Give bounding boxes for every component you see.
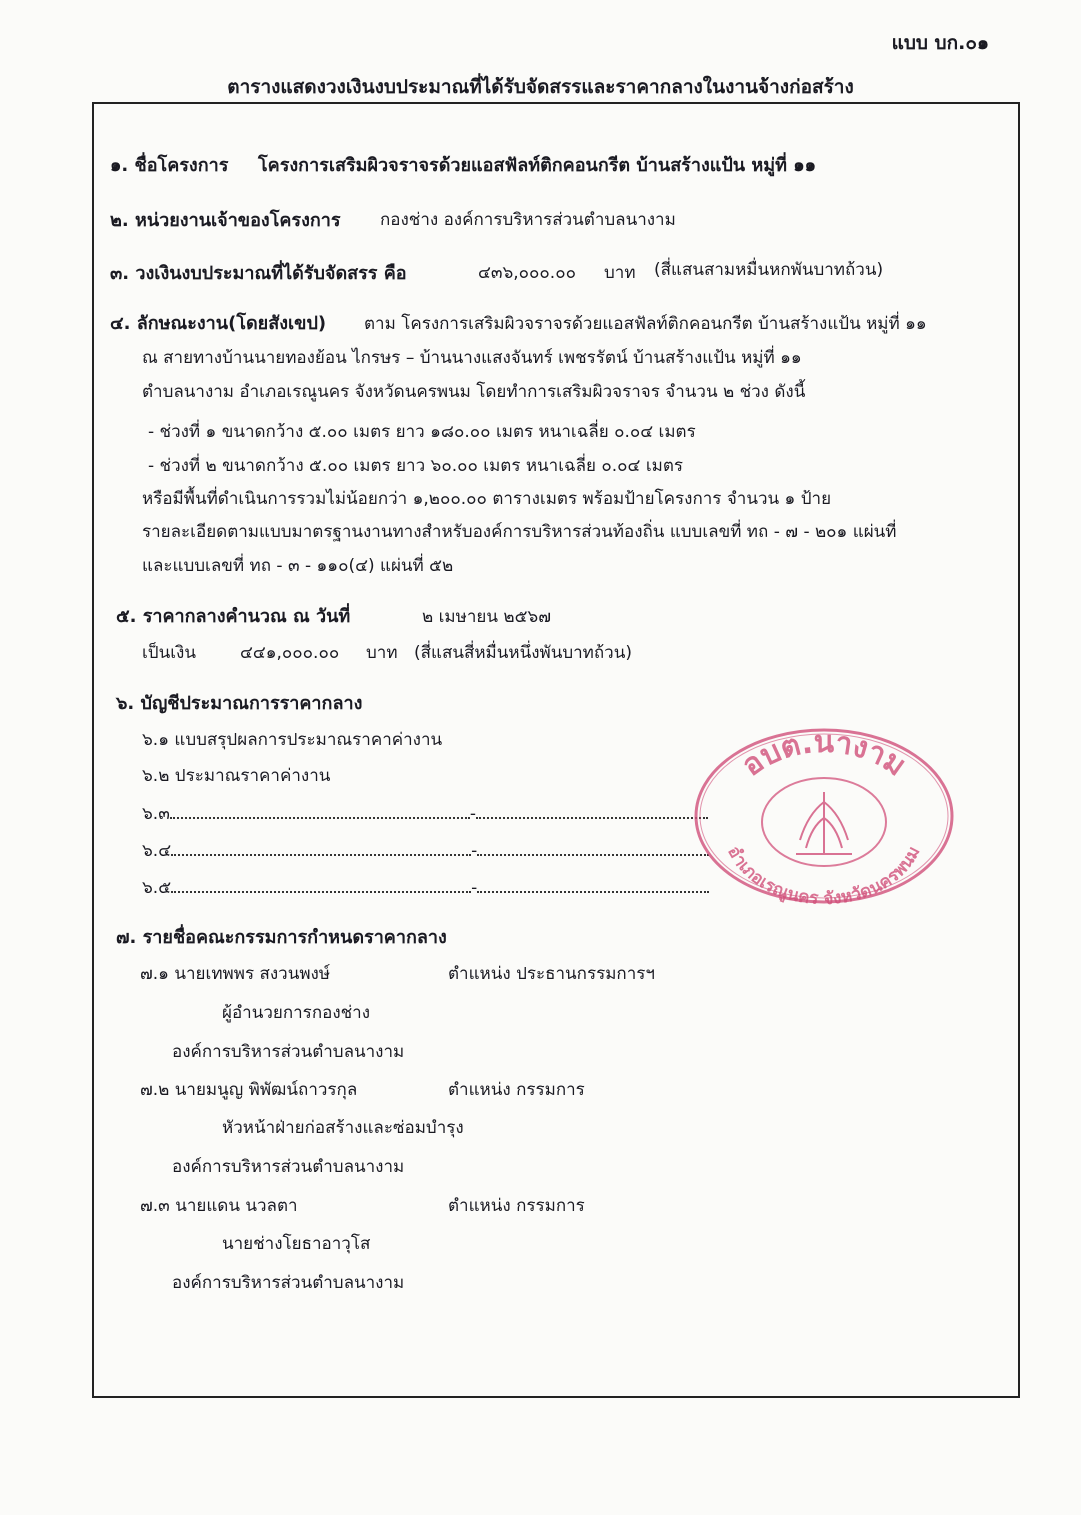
committee-member-title: ผู้อำนวยการกองช่าง bbox=[222, 1003, 371, 1023]
committee-member-title: หัวหน้าฝ่ายก่อสร้างและซ่อมบำรุง bbox=[222, 1118, 464, 1138]
scope-line: ตำบลนางาม อำเภอเรณูนคร จังหวัดนครพนม โดยทำการเสริมผิวจราจร จำนวน ๒ ช่วง ดังนี้ bbox=[142, 382, 806, 402]
estimate-item: ๖.๕ - bbox=[142, 874, 709, 901]
median-price-date: ๒ เมษายน ๒๕๖๗ bbox=[422, 607, 552, 627]
budget-unit: บาท bbox=[604, 263, 636, 283]
committee-member-name: ๗.๑ นายเทพพร สงวนพงษ์ bbox=[140, 964, 331, 984]
section7-label: ๗. รายชื่อคณะกรรมการกำหนดราคากลาง bbox=[116, 927, 447, 948]
committee-member-org: องค์การบริหารส่วนตำบลนางาม bbox=[172, 1042, 405, 1062]
section6-label: ๖. บัญชีประมาณการราคากลาง bbox=[116, 693, 363, 714]
estimate-item: ๖.๔ - bbox=[142, 837, 709, 864]
committee-member-org: องค์การบริหารส่วนตำบลนางาม bbox=[172, 1273, 405, 1293]
section1-label: ๑. ชื่อโครงการ bbox=[110, 155, 229, 176]
scope-line: - ช่วงที่ ๒ ขนาดกว้าง ๕.๐๐ เมตร ยาว ๖๐.๐๐ เมตร หนาเฉลี่ย ๐.๐๔ เมตร bbox=[148, 456, 684, 476]
scope-line: ตาม โครงการเสริมผิวจราจรด้วยแอสฟัลท์ติกคอนกรีต บ้านสร้างแป้น หมู่ที่ ๑๑ bbox=[364, 314, 927, 334]
page-title: ตารางแสดงวงเงินงบประมาณที่ได้รับจัดสรรและราคากลางในงานจ้างก่อสร้าง bbox=[227, 76, 854, 98]
section4-label: ๔. ลักษณะงาน(โดยสังเขป) bbox=[110, 313, 327, 334]
estimate-item: ๖.๑ แบบสรุปผลการประมาณราคาค่างาน bbox=[142, 730, 443, 750]
scope-line: รายละเอียดตามแบบมาตรฐานงานทางสำหรับองค์การบริหารส่วนท้องถิ่น แบบเลขที่ ทถ - ๗ - ๒๐๑ แผ่นที่ bbox=[142, 522, 897, 542]
committee-member-name: ๗.๓ นายแดน นวลตา bbox=[140, 1196, 298, 1216]
committee-member-position: ตำแหน่ง กรรมการ bbox=[448, 1196, 585, 1216]
section2-label: ๒. หน่วยงานเจ้าของโครงการ bbox=[110, 210, 341, 231]
median-price-amount: ๔๔๑,๐๐๐.๐๐ bbox=[240, 643, 340, 663]
section3-label: ๓. วงเงินงบประมาณที่ได้รับจัดสรร คือ bbox=[110, 263, 407, 284]
form-code: แบบ บก.๐๑ bbox=[891, 32, 989, 54]
estimate-item: ๖.๓ - bbox=[142, 800, 708, 827]
official-stamp bbox=[690, 722, 958, 910]
stamp-bottom-text: อำเภอเรณูนคร จังหวัดนครพนม bbox=[723, 842, 925, 910]
agency-name: กองช่าง องค์การบริหารส่วนตำบลนางาม bbox=[380, 210, 676, 230]
committee-member-position: ตำแหน่ง ประธานกรรมการฯ bbox=[448, 964, 655, 984]
estimate-item: ๖.๒ ประมาณราคาค่างาน bbox=[142, 766, 331, 786]
scope-line: และแบบเลขที่ ทถ - ๓ - ๑๑๐(๔) แผ่นที่ ๕๒ bbox=[142, 556, 454, 576]
rice-plant-icon bbox=[796, 792, 852, 854]
budget-amount: ๔๓๖,๐๐๐.๐๐ bbox=[478, 263, 576, 283]
scope-line: หรือมีพื้นที่ดำเนินการรวมไม่น้อยกว่า ๑,๒๐๐.๐๐ ตารางเมตร พร้อมป้ายโครงการ จำนวน ๑ ป้าย bbox=[142, 489, 832, 509]
median-price-unit: บาท bbox=[366, 643, 398, 663]
section5-label: ๕. ราคากลางคำนวณ ณ วันที่ bbox=[116, 606, 351, 627]
committee-member-name: ๗.๒ นายมนูญ พิพัฒน์ถาวรกุล bbox=[140, 1080, 358, 1100]
committee-member-position: ตำแหน่ง กรรมการ bbox=[448, 1080, 585, 1100]
budget-words: (สี่แสนสามหมื่นหกพันบาทถ้วน) bbox=[654, 260, 884, 280]
amount-label: เป็นเงิน bbox=[142, 643, 196, 663]
committee-member-org: องค์การบริหารส่วนตำบลนางาม bbox=[172, 1157, 405, 1177]
committee-member-title: นายช่างโยธาอาวุโส bbox=[222, 1234, 371, 1254]
project-name: โครงการเสริมผิวจราจรด้วยแอสฟัลท์ติกคอนกรีต บ้านสร้างแป้น หมู่ที่ ๑๑ bbox=[258, 155, 817, 176]
scope-line: ณ สายทางบ้านนายทองย้อน ไกรษร – บ้านนางแสงจันทร์ เพชรรัตน์ บ้านสร้างแป้น หมู่ที่ ๑๑ bbox=[142, 348, 802, 368]
median-price-words: (สี่แสนสี่หมื่นหนึ่งพันบาทถ้วน) bbox=[414, 643, 632, 663]
scope-line: - ช่วงที่ ๑ ขนาดกว้าง ๕.๐๐ เมตร ยาว ๑๘๐.๐๐ เมตร หนาเฉลี่ย ๐.๐๔ เมตร bbox=[148, 422, 696, 442]
stamp-top-text: อบต.นางาม bbox=[735, 724, 913, 784]
